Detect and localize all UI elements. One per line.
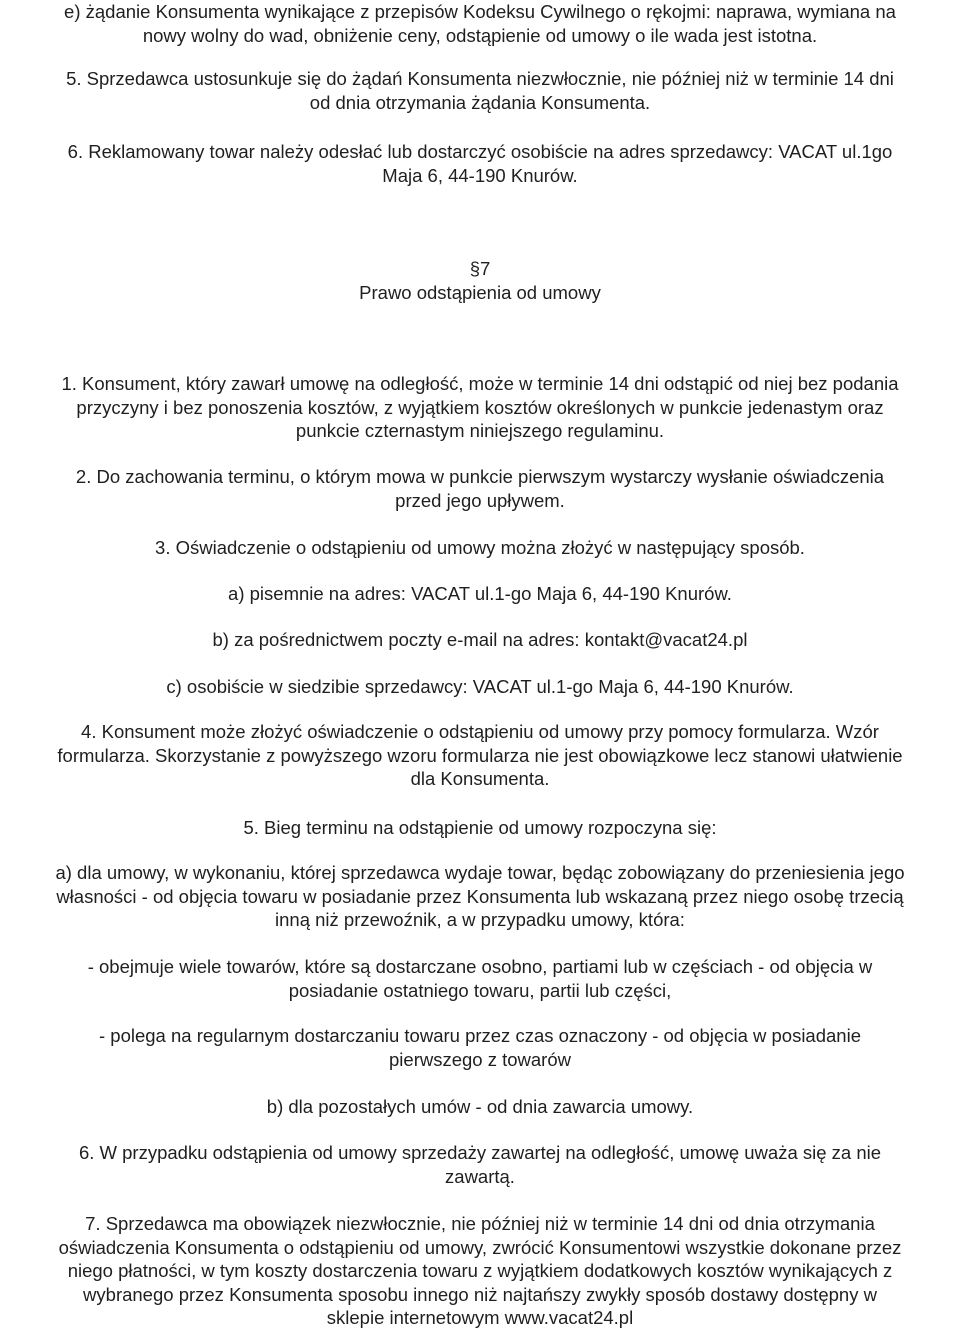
paragraph-p-5 xyxy=(0,67,960,114)
text-line: 1. Konsument, który zawarł umowę na odległość, może w terminie 14 dni odstąpić od niej bez podania xyxy=(61,373,899,394)
text-line: przed jego upływem. xyxy=(395,489,565,511)
text-line: posiadanie ostatniego towaru, partii lub części, xyxy=(288,979,672,1001)
text-line: e) żądanie Konsumenta wynikające z przepisów Kodeksu Cywilnego o rękojmi: naprawa, wymiana na xyxy=(64,1,896,22)
text-line: §7 xyxy=(469,258,491,279)
text-line: b) dla pozostałych umów - od dnia zawarcia umowy. xyxy=(266,1096,694,1117)
text-line: własności - od objęcia towaru w posiadanie przez Konsumenta lub wskazaną przez niego osobę trzecią xyxy=(56,885,904,907)
paragraph-s7-5 xyxy=(0,816,960,840)
text-line: 4. Konsument może złożyć oświadczenie o odstąpieniu od umowy przy pomocy formularza. Wzór xyxy=(81,721,879,742)
paragraph-p-e xyxy=(0,0,960,47)
text-line: punkcie czternastym niniejszego regulaminu. xyxy=(295,420,665,441)
text-line: 7. Sprzedawca ma obowiązek niezwłocznie, nie później niż w terminie 14 dni od dnia otrzymania xyxy=(85,1213,875,1234)
paragraph-s7-1 xyxy=(0,372,960,443)
text-line: od dnia otrzymania żądania Konsumenta. xyxy=(309,91,651,113)
text-line: 6. Reklamowany towar należy odesłać lub dostarczyć osobiście na adres sprzedawcy: VACAT ul.1go xyxy=(67,141,893,162)
text-line: 2. Do zachowania terminu, o którym mowa w punkcie pierwszym wystarczy wysłanie oświadczenia xyxy=(75,466,885,487)
text-line: - obejmuje wiele towarów, które są dostarczane osobno, partiami lub w częściach - od objęcia w xyxy=(87,956,873,977)
text-line: niego płatności, w tym koszty dostarczenia towaru z wyjątkiem dodatkowych kosztów wynikających z xyxy=(67,1260,893,1281)
paragraph-s7-3a xyxy=(0,582,960,606)
paragraph-s7-5a-2 xyxy=(0,1024,960,1071)
text-line: c) osobiście w siedzibie sprzedawcy: VACAT ul.1-go Maja 6, 44-190 Knurów. xyxy=(166,676,794,697)
text-line: 6. W przypadku odstąpienia od umowy sprzedaży zawartej na odległość, umowę uważa się za nie xyxy=(78,1142,882,1163)
text-line: przyczyny i bez ponoszenia kosztów, z wyjątkiem kosztów określonych w punkcie jedenastym oraz xyxy=(76,396,884,418)
paragraph-p-6 xyxy=(0,140,960,187)
text-line: 3. Oświadczenie o odstąpieniu od umowy można złożyć w następujący sposób. xyxy=(155,537,805,558)
text-line: formularza. Skorzystanie z powyższego wzoru formularza nie jest obowiązkowe lecz stanowi ułatwienie xyxy=(57,744,903,766)
section-heading xyxy=(0,257,960,304)
text-line: b) za pośrednictwem poczty e-mail na adres: kontakt@vacat24.pl xyxy=(212,629,748,650)
text-line: - polega na regularnym dostarczaniu towaru przez czas oznaczony - od objęcia w posiadanie xyxy=(98,1025,861,1046)
text-line: zawartą. xyxy=(445,1165,515,1187)
paragraph-s7-5a-1 xyxy=(0,955,960,1002)
text-line: oświadczenia Konsumenta o odstąpieniu od umowy, zwrócić Konsumentowi wszystkie dokonane przez xyxy=(58,1236,902,1258)
paragraph-s7-7 xyxy=(0,1212,960,1330)
text-line: sklepie internetowym www.vacat24.pl xyxy=(326,1307,634,1328)
text-line: pierwszego z towarów xyxy=(389,1048,571,1070)
text-line: nowy wolny do wad, obniżenie ceny, odstąpienie od umowy o ile wada jest istotna. xyxy=(142,24,818,46)
paragraph-s7-3 xyxy=(0,536,960,560)
paragraph-s7-3b xyxy=(0,628,960,652)
text-line: a) dla umowy, w wykonaniu, której sprzedawca wydaje towar, będąc zobowiązany do przeniesienia jego xyxy=(55,862,905,883)
text-line: a) pisemnie na adres: VACAT ul.1-go Maja 6, 44-190 Knurów. xyxy=(228,583,732,604)
text-line: 5. Sprzedawca ustosunkuje się do żądań Konsumenta niezwłocznie, nie później niż w terminie 14 dni xyxy=(66,68,894,89)
text-line: wybranego przez Konsumenta sposobu innego niż najtańszy zwykły sposób dostawy dostępny w xyxy=(83,1283,877,1305)
text-line: 5. Bieg terminu na odstąpienie od umowy rozpoczyna się: xyxy=(243,817,717,838)
paragraph-s7-4 xyxy=(0,720,960,791)
paragraph-s7-5a xyxy=(0,861,960,932)
paragraph-s7-3c xyxy=(0,675,960,699)
paragraph-s7-2 xyxy=(0,465,960,512)
text-line: Maja 6, 44-190 Knurów. xyxy=(382,164,578,186)
text-line: inną niż przewoźnik, a w przypadku umowy, która: xyxy=(275,909,685,930)
text-line: dla Konsumenta. xyxy=(410,768,550,789)
paragraph-s7-6 xyxy=(0,1141,960,1188)
paragraph-s7-5b xyxy=(0,1095,960,1119)
text-line: Prawo odstąpienia od umowy xyxy=(359,281,601,303)
